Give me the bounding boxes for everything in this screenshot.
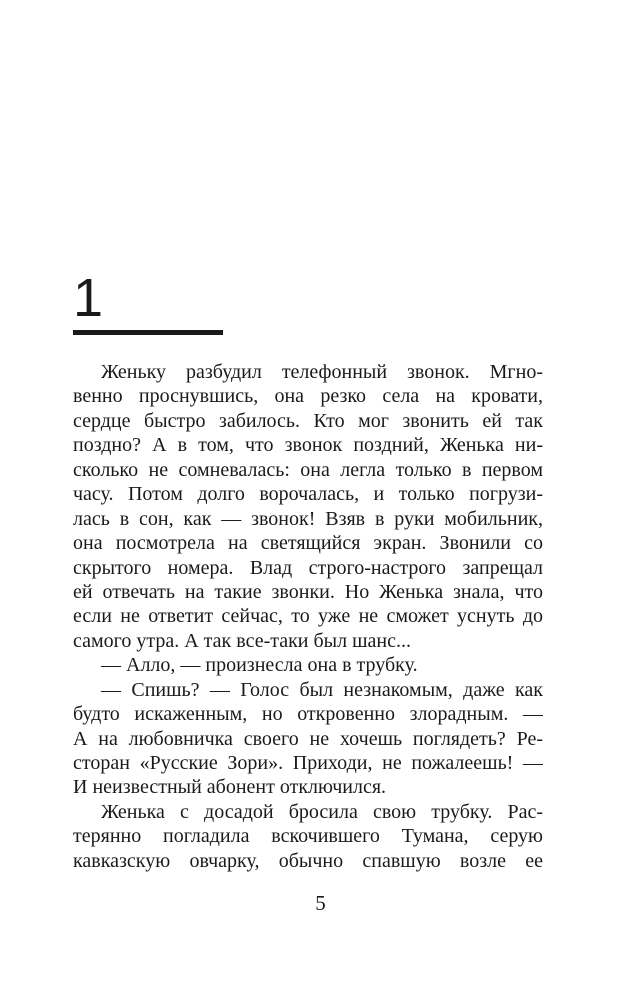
text-line: самого утра. А так все-таки был шанс... [73, 629, 411, 652]
text-line: будто искаженным, но откровенно злорадным. — [73, 703, 543, 726]
text-line: кавказскую овчарку, обычно спавшую возле ее [73, 849, 543, 872]
chapter-number: 1 [73, 268, 104, 328]
text-line: скрытого номера. Влад строго-настрого запрещал [73, 556, 543, 579]
page-number: 5 [315, 891, 326, 915]
text-line: она посмотрела на светящийся экран. Звонили со [73, 532, 543, 555]
text-line: часу. Потом долго ворочалась, и только погрузи- [73, 483, 543, 506]
body-text [73, 360, 543, 873]
text-line: лась в сон, как — звонок! Взяв в руки мобильник, [73, 507, 543, 530]
text-line: сколько не сомневалась: она легла только в первом [73, 458, 543, 481]
text-line: ей отвечать на такие звонки. Но Женька знала, что [73, 580, 543, 603]
text-line: — Спишь? — Голос был незнакомым, даже как [101, 678, 543, 701]
text-line: сторан «Русские Зори». Приходи, не пожалеешь! — [73, 752, 543, 774]
text-line: сердце быстро забилось. Кто мог звонить ей так [73, 409, 543, 432]
text-line: И неизвестный абонент отключился. [73, 776, 387, 799]
text-line: терянно погладила вскочившего Тумана, серую [73, 825, 543, 848]
chapter-rule [73, 330, 223, 335]
text-line: А на любовничка своего не хочешь поглядеть? Ре- [73, 727, 543, 750]
text-line: поздно? А в том, что звонок поздний, Женька ни- [73, 434, 543, 457]
text-line: если не ответит сейчас, то уже не сможет уснуть до [73, 605, 543, 628]
text-line: — Алло, — произнесла она в трубку. [101, 654, 418, 677]
text-line: Женьку разбудил телефонный звонок. Мгно- [101, 361, 543, 383]
text-line: венно проснувшись, она резко села на кровати, [73, 385, 543, 408]
text-line: Женька с досадой бросила свою трубку. Рас- [101, 800, 543, 823]
